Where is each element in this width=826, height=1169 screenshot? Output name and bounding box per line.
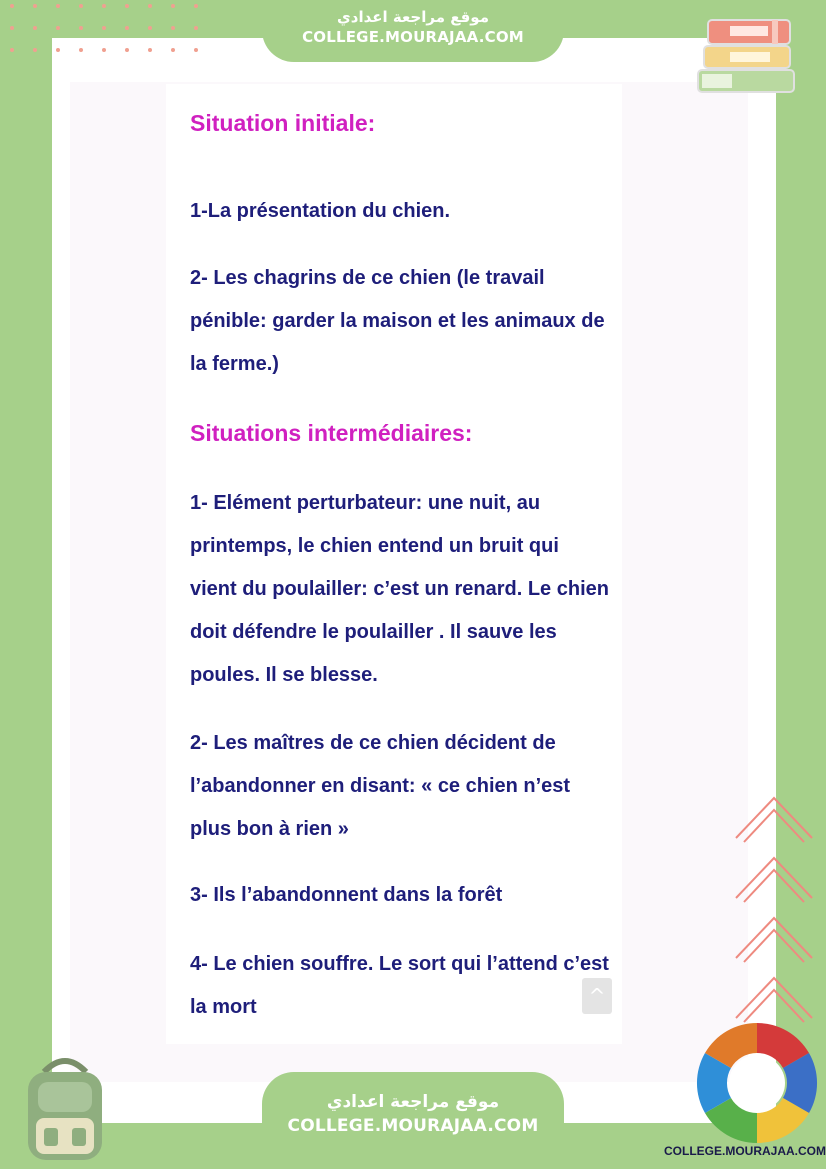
decorative-dot	[10, 4, 14, 8]
scroll-to-top-button[interactable]: ^	[582, 978, 612, 1014]
decorative-dot	[125, 4, 129, 8]
decorative-dot	[171, 4, 175, 8]
footer-tab	[262, 1072, 564, 1169]
decorative-dot	[79, 4, 83, 8]
decorative-dot	[171, 26, 175, 30]
decorative-dot	[10, 26, 14, 30]
decorative-dot	[102, 26, 106, 30]
header-site-url[interactable]: COLLEGE.MOURAJAA.COM	[302, 28, 524, 46]
list-item: 2- Les chagrins de ce chien (le travail pénible: garder la maison et les animaux de la ferme.)	[190, 267, 605, 375]
list-item: 1- Elément perturbateur: une nuit, au printemps, le chien entend un bruit qui vient du poulailler: c’est un renard. Le chien doit défendre le poulailler . Il sauve les poules. Il se blesse.	[190, 492, 609, 686]
decorative-dot	[125, 48, 129, 52]
decorative-dot	[102, 48, 106, 52]
header-tab	[262, 0, 564, 62]
decorative-dot	[125, 26, 129, 30]
decorative-dot	[194, 48, 198, 52]
decorative-dot	[33, 26, 37, 30]
decorative-dot	[56, 4, 60, 8]
decorative-dot	[10, 48, 14, 52]
section-title-initial: Situation initiale:	[190, 110, 376, 136]
header-arabic-title: موقع مراجعة اعدادي	[337, 8, 489, 26]
footer-arabic-title: موقع مراجعة اعدادي	[326, 1092, 500, 1112]
backpack-icon	[14, 1054, 116, 1166]
chevron-up-icon	[726, 790, 822, 1030]
books-icon	[690, 8, 802, 104]
section-title-intermediate: Situations intermédiaires:	[190, 420, 473, 446]
list-item: 1-La présentation du chien.	[190, 200, 451, 222]
decorative-dot	[194, 26, 198, 30]
logo-caption: COLLEGE.MOURAJAA.COM	[664, 1144, 826, 1158]
decorative-dot	[148, 26, 152, 30]
decorative-dot	[79, 26, 83, 30]
decorative-dot	[194, 4, 198, 8]
list-item: 2- Les maîtres de ce chien décident de l’abandonner en disant: « ce chien n’est plus bon à rien »	[190, 732, 571, 840]
decorative-dots	[6, 0, 206, 56]
decorative-dot	[56, 26, 60, 30]
decorative-dot	[102, 4, 106, 8]
decorative-dot	[33, 48, 37, 52]
list-item: 4- Le chien souffre. Le sort qui l’attend c’est la mort	[190, 953, 609, 1018]
decorative-dot	[171, 48, 175, 52]
decorative-dot	[33, 4, 37, 8]
list-item: 3- Ils l’abandonnent dans la forêt	[190, 884, 503, 906]
decorative-dot	[148, 48, 152, 52]
site-logo-icon	[694, 1020, 820, 1146]
decorative-dot	[56, 48, 60, 52]
decorative-dot	[79, 48, 83, 52]
footer-site-url[interactable]: COLLEGE.MOURAJAA.COM	[287, 1116, 539, 1136]
decorative-dot	[148, 4, 152, 8]
